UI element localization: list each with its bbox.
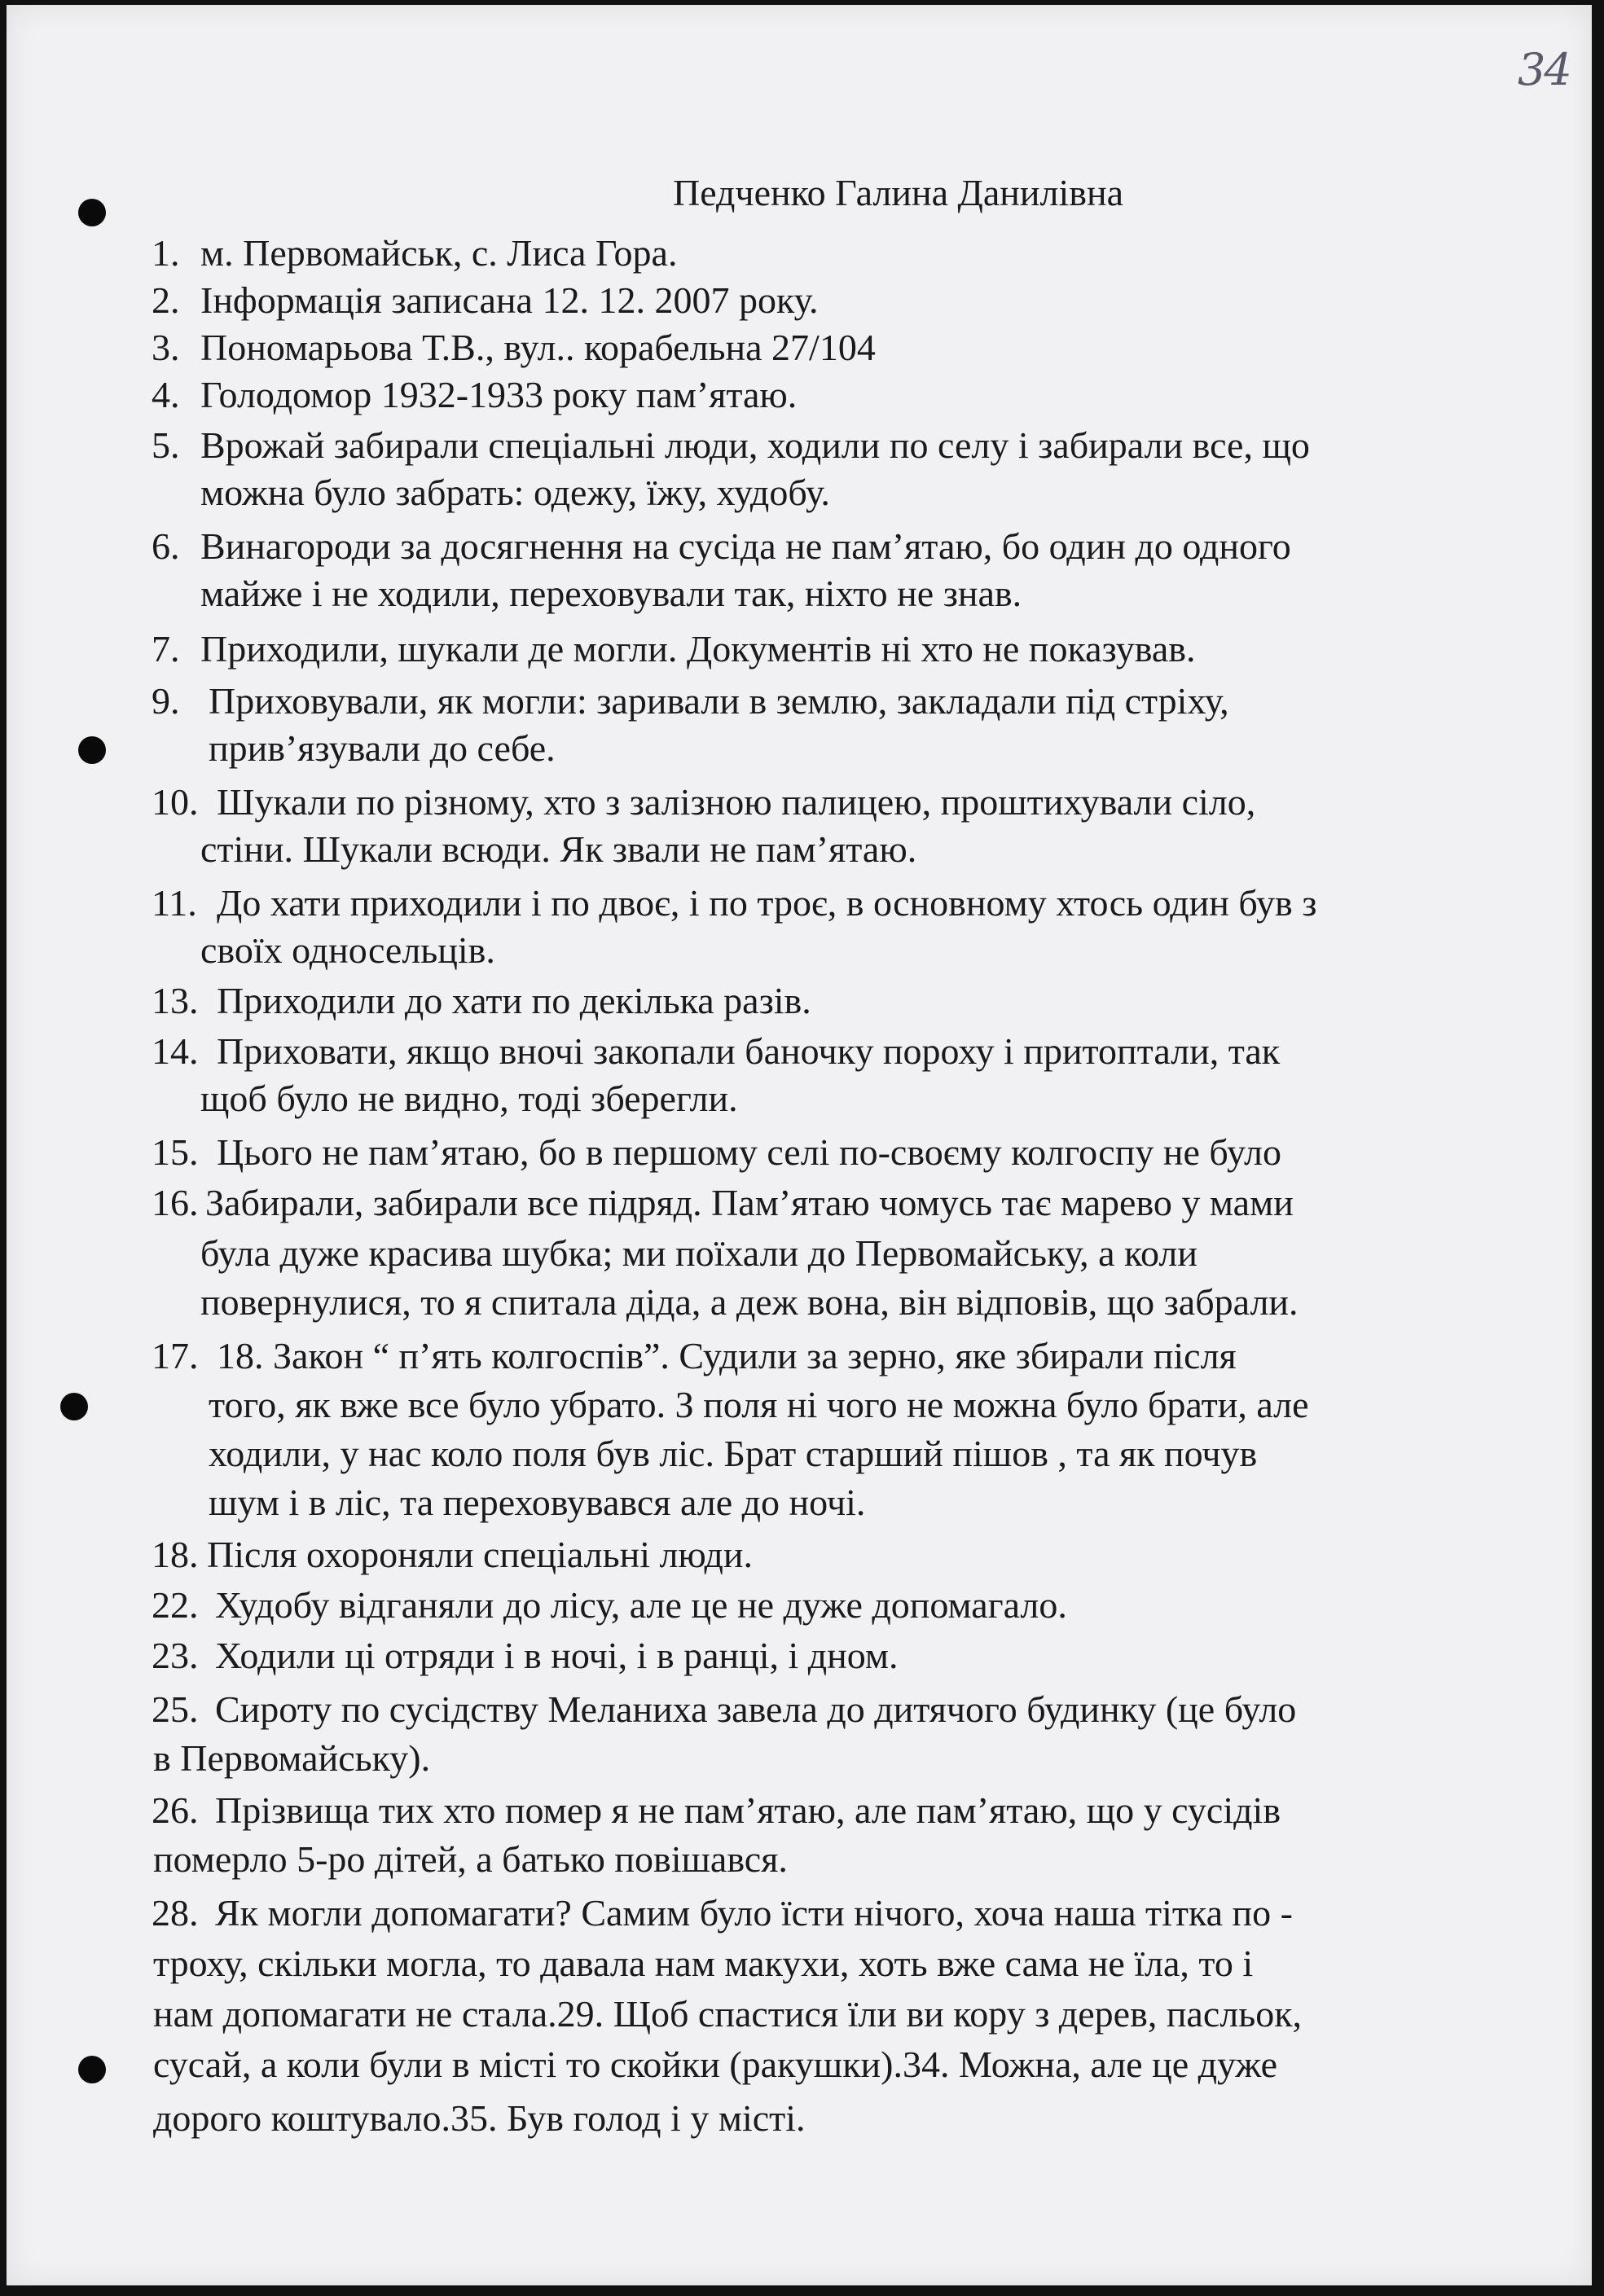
line-text: До хати приходили і по двоє, і по троє, в основному хтось один був з [217, 882, 1317, 924]
document-line [152, 1789, 1281, 1831]
line-text: прив’язували до себе. [209, 727, 556, 769]
document-line [152, 279, 819, 321]
item-number: 9. [152, 680, 180, 722]
punch-hole [78, 2056, 106, 2083]
document-line [153, 2046, 1277, 2083]
line-text: нам допомагати не стала.29. Щоб спастися їли ви кору з дерев, пасльок, [153, 1993, 1303, 2035]
line-text: Як могли допомагати? Самим було їсти нічого, хоча наша тітка по - [215, 1892, 1293, 1934]
line-text: того, як вже все було убрато. З поля ні чого не можна було брати, але [209, 1384, 1309, 1425]
document-line [152, 1688, 1297, 1730]
document-line [152, 630, 1196, 668]
line-text: Забирали, забирали все підряд. Пам’ятаю чомусь тає марево у мами [205, 1182, 1294, 1223]
document-line [153, 1945, 1253, 1982]
document-line [152, 232, 678, 274]
item-number: 14. [152, 1030, 199, 1072]
line-text: троху, скільки могла, то давала нам макухи, хоть вже сама не їла, то і [153, 1943, 1254, 1984]
document-line [152, 882, 1317, 924]
item-number: 26. [152, 1789, 199, 1831]
line-text: Шукали по різному, хто з залізною палицею, проштихували сіло, [217, 781, 1256, 823]
document-line [153, 1737, 431, 1779]
item-number: 2. [152, 279, 180, 321]
item-number: 25. [152, 1688, 199, 1730]
document-line [153, 1838, 788, 1880]
item-number: 28. [152, 1892, 199, 1934]
line-text: Приходили до хати по декілька разів. [217, 980, 811, 1021]
document-line [200, 1232, 1198, 1274]
document-line [152, 1131, 1281, 1173]
item-number: 4. [152, 374, 180, 415]
document-line [152, 781, 1256, 823]
line-text: Сироту по сусідству Меланиха завела до дитячого будинку (це було [215, 1688, 1297, 1730]
item-number: 11. [152, 882, 197, 924]
document-line [200, 929, 495, 971]
document-line [200, 1281, 1299, 1323]
line-text: Ходили ці отряди і в ночі, і в ранці, і дном. [215, 1635, 899, 1676]
item-number: 5. [152, 424, 180, 466]
document-line [152, 1894, 1293, 1932]
line-text: своїх односельців. [200, 929, 495, 971]
document-line [200, 828, 917, 870]
line-text: Винагороди за досягнення на сусіда не пам’ятаю, бо один до одного [200, 525, 1291, 567]
document-line [153, 2097, 806, 2139]
line-text: Інформація записана 12. 12. 2007 року. [200, 279, 819, 321]
punch-hole [78, 199, 106, 226]
line-text: Худобу відганяли до лісу, але це не дуже допомагало. [215, 1584, 1067, 1626]
document-line [209, 1386, 1309, 1424]
line-text: можна було забрать: одежу, їжу, худобу. [200, 472, 830, 513]
document-line [209, 1484, 865, 1521]
line-text: 18. Закон “ п’ять колгоспів”. Судили за зерно, яке збирали після [217, 1335, 1237, 1376]
line-text: шум і в ліс, та переховувався але до ночі. [209, 1482, 866, 1523]
document-line [152, 376, 797, 414]
document-line [152, 329, 876, 367]
document-line [153, 1995, 1302, 2033]
item-number: 23. [152, 1635, 199, 1676]
line-text: майже і не ходили, переховували так, ніхто не знав. [200, 573, 1022, 614]
item-number: 15. [152, 1131, 199, 1173]
document-line [152, 1536, 753, 1574]
document-line [200, 1080, 738, 1117]
punch-hole [60, 1393, 88, 1420]
line-text: Врожай забирали спеціальні люди, ходили по селу і забирали все, що [200, 424, 1310, 466]
item-number: 1. [152, 232, 180, 274]
document-line [209, 1435, 1257, 1473]
document-line [152, 1337, 1237, 1375]
line-text: Пономарьова Т.В., вул.. корабельна 27/104 [200, 327, 876, 368]
line-text: Прізвища тих хто помер я не пам’ятаю, але пам’ятаю, що у сусідів [215, 1789, 1281, 1831]
line-text: щоб було не видно, тоді зберегли. [200, 1078, 738, 1119]
item-number: 6. [152, 525, 180, 567]
line-text: повернулися, то я спитала діда, а деж вона, він відповів, що забрали. [200, 1281, 1299, 1323]
line-text: Приховували, як могли: заривали в землю, закладали під стріху, [209, 680, 1229, 722]
item-number: 17. [152, 1335, 199, 1376]
item-number: 3. [152, 327, 180, 368]
document-line [152, 982, 811, 1020]
line-text: в Первомайську). [153, 1737, 431, 1779]
item-number: 13. [152, 980, 199, 1021]
line-text: була дуже красива шубка; ми поїхали до Первомайську, а коли [200, 1232, 1198, 1274]
line-text: дорого коштувало.35. Був голод і у місті. [153, 2097, 806, 2139]
document-line [152, 525, 1291, 567]
document-page [7, 5, 1592, 2285]
punch-hole [78, 736, 106, 764]
item-number: 16. [152, 1182, 199, 1223]
line-text: Після охороняли спеціальні люди. [207, 1534, 753, 1575]
item-number: 10. [152, 781, 199, 823]
line-text: Приходили, шукали де могли. Документів ні хто не показував. [200, 628, 1196, 669]
line-text: ходили, у нас коло поля був ліс. Брат старший пішов , та як почув [209, 1433, 1258, 1474]
document-line [152, 680, 1229, 722]
line-text: Цього не пам’ятаю, бо в першому селі по-своєму колгоспу не було [217, 1131, 1281, 1173]
line-text: померло 5-ро дітей, а батько повішався. [153, 1838, 788, 1880]
line-text: м. Первомайськ, с. Лиса Гора. [200, 232, 678, 274]
line-text: Голодомор 1932-1933 року пам’ятаю. [200, 374, 798, 415]
item-number: 22. [152, 1584, 199, 1626]
document-title: Педченко Галина Данилівна [673, 172, 1124, 213]
item-number: 7. [152, 628, 180, 669]
item-number: 18. [152, 1534, 199, 1575]
document-line [200, 575, 1022, 612]
document-line [209, 727, 556, 769]
document-line [200, 474, 830, 511]
document-line [152, 424, 1310, 466]
document-line [152, 1637, 899, 1675]
document-line [152, 1584, 1067, 1626]
line-text: Приховати, якщо вночі закопали баночку пороху і притоптали, так [217, 1030, 1281, 1072]
document-line [152, 1184, 1294, 1222]
document-line [152, 1030, 1281, 1072]
page-number: 34 [1518, 44, 1571, 95]
line-text: сусай, а коли були в місті то скойки (ракушки).34. Можна, але це дуже [153, 2044, 1278, 2085]
line-text: стіни. Шукали всюди. Як звали не пам’ятаю. [200, 828, 917, 870]
